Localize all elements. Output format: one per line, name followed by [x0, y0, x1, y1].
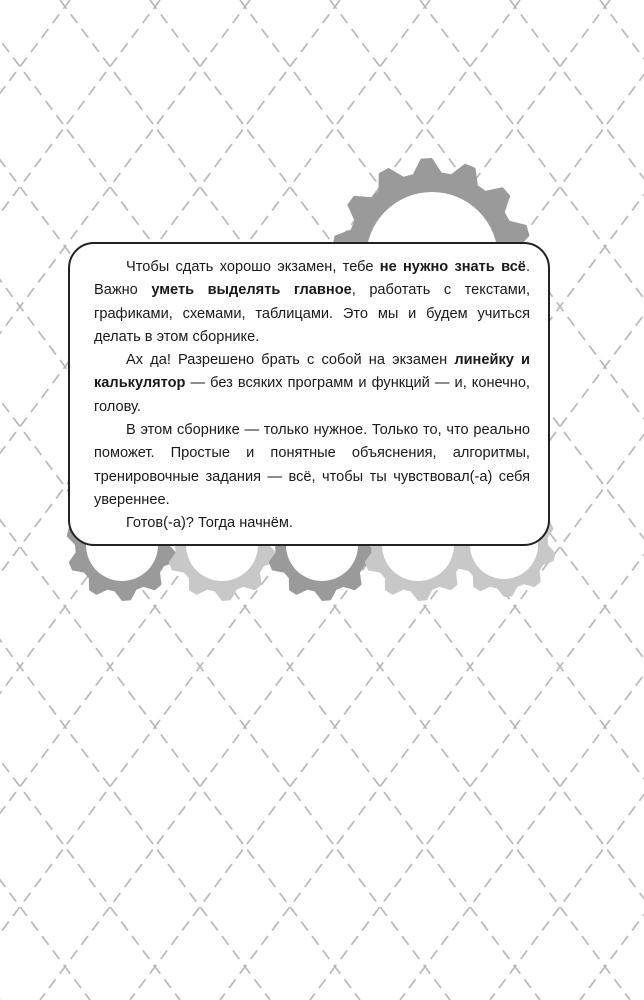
grid-line [0, 0, 70, 1000]
emphasis-highlight-main: уметь выделять главное [151, 282, 352, 299]
grid-line [580, 0, 644, 1000]
intro-paragraph-1: Чтобы сдать хорошо экзамен, тебе не нужно знать всё. Важно уметь выделять главное, работать с текстами, графиками, схемами, таблицами. Это мы и будем учиться делать в этом сборнике. [94, 259, 530, 345]
intro-paragraph-3: В этом сборнике — только нужное. Только то, что реально поможет. Простые и понятные объяснения, алгоритмы, тренировочные задания — всё, чтобы ты чувствовал(-а) себя увереннее. [94, 422, 530, 508]
intro-paragraph-4: Готов(-а)? Тогда начнём. [126, 515, 293, 532]
emphasis-not-need-know-all: не нужно знать всё [379, 259, 526, 275]
intro-paragraph-2: Ах да! Разрешено брать с собой на экзамен линейку и калькулятор — без всяких программ и функций — и, конечно, голову. [94, 352, 531, 415]
emphasis-ruler-calculator: линейку и калькулятор [94, 352, 531, 392]
intro-card [68, 242, 550, 546]
